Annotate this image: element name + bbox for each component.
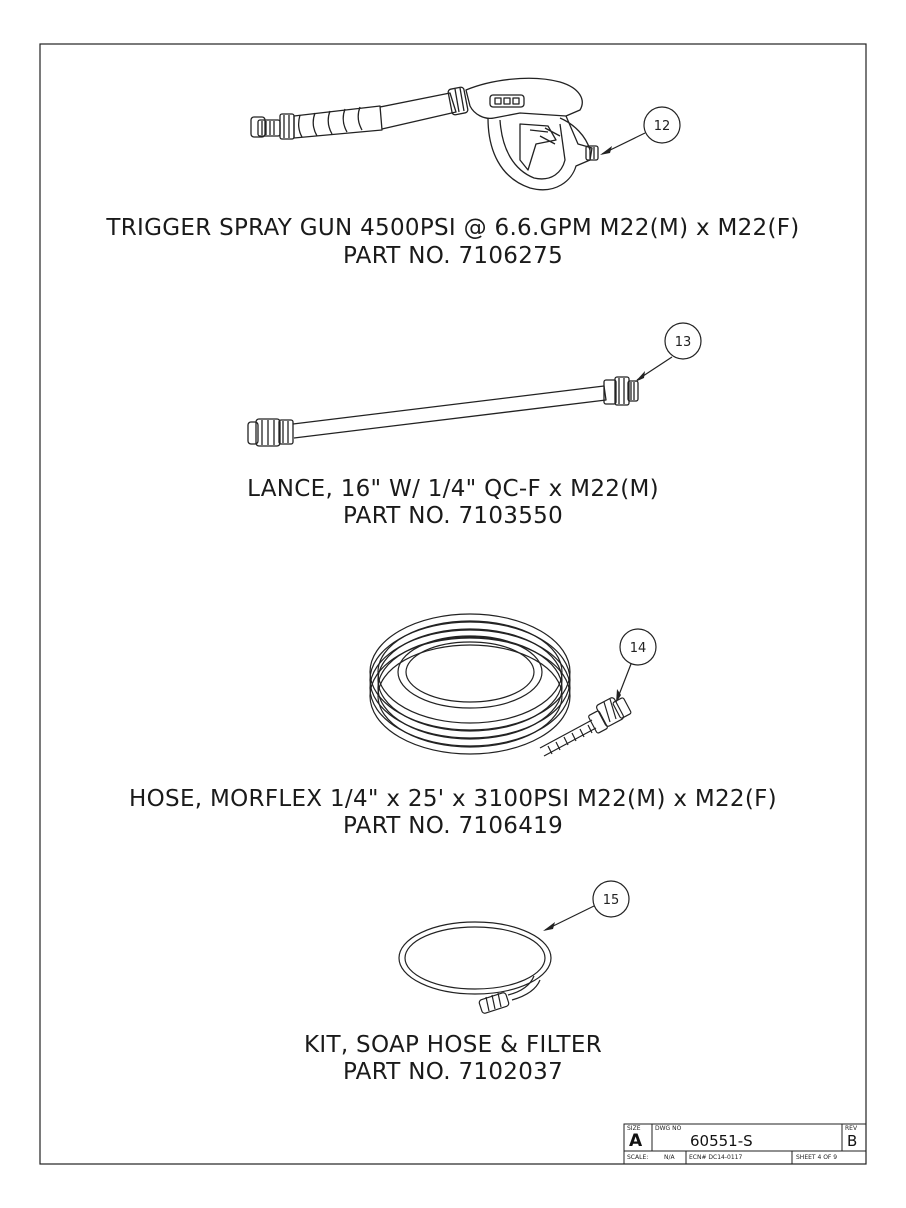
drawing-border — [40, 44, 866, 1164]
soap-hose-illustration — [399, 922, 551, 1014]
scale-value: N/A — [664, 1154, 675, 1161]
dwg-no-value: 60551-S — [690, 1132, 753, 1150]
balloon-14-label: 14 — [629, 641, 647, 656]
lance-illustration — [248, 377, 638, 446]
part-15-description: KIT, SOAP HOSE & FILTER — [304, 1032, 602, 1058]
balloon-12-label: 12 — [653, 119, 671, 134]
ecn-number: ECN# DC14-0117 — [689, 1154, 743, 1161]
part-14-description: HOSE, MORFLEX 1/4" x 25' x 3100PSI M22(M) x M22(F) — [129, 786, 777, 812]
leader-arrow-12 — [600, 146, 612, 155]
rev-label: REV — [845, 1125, 858, 1132]
size-label: SIZE — [627, 1125, 641, 1132]
balloon-15-label: 15 — [602, 893, 620, 908]
part-12-number: PART NO. 7106275 — [342, 243, 564, 269]
hose-coil-illustration — [370, 614, 632, 756]
part-15-number: PART NO. 7102037 — [342, 1059, 564, 1085]
size-value: A — [629, 1131, 643, 1151]
part-13-number: PART NO. 7103550 — [342, 503, 564, 529]
dwg-no-label: DWG NO — [655, 1125, 682, 1132]
balloon-13-label: 13 — [674, 335, 692, 350]
sheet-number: SHEET 4 OF 9 — [796, 1154, 838, 1161]
part-13-description: LANCE, 16" W/ 1/4" QC-F x M22(M) — [247, 476, 659, 502]
scale-label: SCALE: — [627, 1154, 649, 1161]
rev-value: B — [847, 1132, 858, 1150]
spray-gun-illustration — [251, 78, 598, 189]
leader-arrow-15 — [543, 922, 555, 931]
leader-arrow-13 — [635, 371, 645, 382]
part-12-description: TRIGGER SPRAY GUN 4500PSI @ 6.6.GPM M22(M) x M22(F) — [106, 215, 800, 241]
part-14-number: PART NO. 7106419 — [342, 813, 564, 839]
